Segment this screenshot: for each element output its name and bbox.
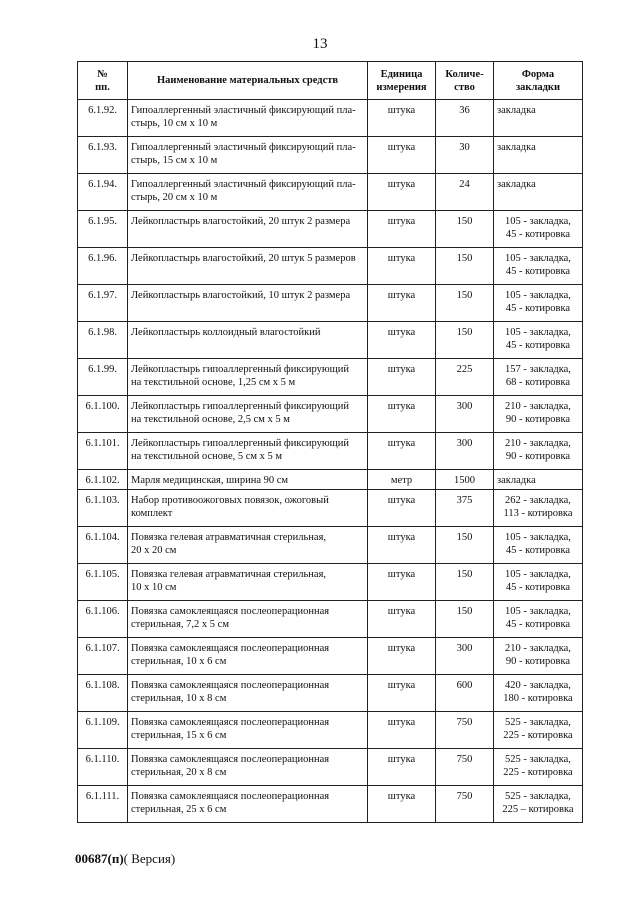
- row-form: 105 - закладка, 45 - котировка: [494, 527, 583, 564]
- row-unit: штука: [368, 396, 436, 433]
- table-row: [78, 564, 583, 601]
- row-item-name: Повязка гелевая атравматичная стерильная, 20 х 20 см: [128, 527, 368, 564]
- row-quantity: 24: [436, 174, 494, 211]
- row-form: 525 - закладка, 225 - котировка: [494, 749, 583, 786]
- row-item-name: Лейкопластырь влагостойкий, 20 штук 5 размеров: [128, 248, 368, 285]
- row-number: 6.1.106.: [78, 601, 128, 638]
- row-item-name: Гипоаллергенный эластичный фиксирующий пла- стырь, 20 см х 10 м: [128, 174, 368, 211]
- row-number: 6.1.110.: [78, 749, 128, 786]
- row-form: 105 - закладка, 45 - котировка: [494, 285, 583, 322]
- row-quantity: 150: [436, 564, 494, 601]
- row-quantity: 150: [436, 211, 494, 248]
- row-unit: штука: [368, 137, 436, 174]
- row-form: 525 - закладка, 225 - котировка: [494, 712, 583, 749]
- table-row: [78, 137, 583, 174]
- row-number: 6.1.103.: [78, 490, 128, 527]
- row-form: 210 - закладка, 90 - котировка: [494, 396, 583, 433]
- row-unit: штука: [368, 564, 436, 601]
- row-item-name: Лейкопластырь гипоаллергенный фиксирующий на текстильной основе, 2,5 см х 5 м: [128, 396, 368, 433]
- row-form: 105 - закладка, 45 - котировка: [494, 564, 583, 601]
- row-item-name: Лейкопластырь влагостойкий, 10 штук 2 размера: [128, 285, 368, 322]
- table-row: [78, 712, 583, 749]
- row-form: 105 - закладка, 45 - котировка: [494, 211, 583, 248]
- row-unit: штука: [368, 527, 436, 564]
- row-form: 105 - закладка, 45 - котировка: [494, 322, 583, 359]
- row-item-name: Повязка самоклеящаяся послеоперационная стерильная, 15 х 6 см: [128, 712, 368, 749]
- table-row: [78, 470, 583, 490]
- document-footer: [75, 851, 175, 867]
- row-unit: штука: [368, 712, 436, 749]
- table-row: [78, 638, 583, 675]
- row-unit: штука: [368, 100, 436, 137]
- row-unit: штука: [368, 749, 436, 786]
- table-header-row: [78, 62, 583, 100]
- row-quantity: 150: [436, 601, 494, 638]
- row-unit: штука: [368, 786, 436, 823]
- table-row: [78, 749, 583, 786]
- row-quantity: 300: [436, 433, 494, 470]
- table-row: [78, 490, 583, 527]
- row-item-name: Лейкопластырь гипоаллергенный фиксирующий на текстильной основе, 1,25 см х 5 м: [128, 359, 368, 396]
- table-row: [78, 211, 583, 248]
- row-number: 6.1.93.: [78, 137, 128, 174]
- table-row: [78, 100, 583, 137]
- row-number: 6.1.95.: [78, 211, 128, 248]
- row-form: 420 - закладка, 180 - котировка: [494, 675, 583, 712]
- row-quantity: 750: [436, 749, 494, 786]
- row-number: 6.1.97.: [78, 285, 128, 322]
- table-row: [78, 675, 583, 712]
- row-form: закладка: [494, 137, 583, 174]
- row-unit: штука: [368, 322, 436, 359]
- row-quantity: 30: [436, 137, 494, 174]
- header-num: № пп.: [78, 62, 128, 100]
- page-number: 13: [312, 36, 328, 52]
- row-quantity: 750: [436, 786, 494, 823]
- row-unit: штука: [368, 248, 436, 285]
- row-unit: штука: [368, 490, 436, 527]
- table-row: [78, 359, 583, 396]
- row-number: 6.1.99.: [78, 359, 128, 396]
- row-number: 6.1.102.: [78, 470, 128, 490]
- row-form: закладка: [494, 470, 583, 490]
- row-item-name: Гипоаллергенный эластичный фиксирующий пла- стырь, 15 см х 10 м: [128, 137, 368, 174]
- header-unit: Единица измерения: [368, 62, 436, 100]
- row-quantity: 750: [436, 712, 494, 749]
- row-quantity: 300: [436, 638, 494, 675]
- footer-code: 00687(п): [75, 851, 124, 866]
- row-item-name: Лейкопластырь гипоаллергенный фиксирующий на текстильной основе, 5 см х 5 м: [128, 433, 368, 470]
- row-quantity: 36: [436, 100, 494, 137]
- row-unit: штука: [368, 359, 436, 396]
- table-row: [78, 248, 583, 285]
- table-row: [78, 601, 583, 638]
- row-number: 6.1.104.: [78, 527, 128, 564]
- row-unit: метр: [368, 470, 436, 490]
- row-number: 6.1.96.: [78, 248, 128, 285]
- row-unit: штука: [368, 433, 436, 470]
- row-form: 210 - закладка, 90 - котировка: [494, 433, 583, 470]
- row-unit: штука: [368, 601, 436, 638]
- row-quantity: 225: [436, 359, 494, 396]
- row-quantity: 1500: [436, 470, 494, 490]
- footer-version: ( Версия): [123, 851, 176, 866]
- row-quantity: 150: [436, 322, 494, 359]
- row-item-name: Марля медицинская, ширина 90 см: [128, 470, 368, 490]
- row-form: 210 - закладка, 90 - котировка: [494, 638, 583, 675]
- row-unit: штука: [368, 174, 436, 211]
- row-item-name: Повязка самоклеящаяся послеоперационная стерильная, 10 х 8 см: [128, 675, 368, 712]
- row-unit: штука: [368, 675, 436, 712]
- materials-table: [77, 61, 583, 823]
- row-item-name: Повязка самоклеящаяся послеоперационная стерильная, 10 х 6 см: [128, 638, 368, 675]
- header-qty: Количе- ство: [436, 62, 494, 100]
- row-number: 6.1.94.: [78, 174, 128, 211]
- table-row: [78, 322, 583, 359]
- row-item-name: Набор противоожоговых повязок, ожоговый комплект: [128, 490, 368, 527]
- header-form: Форма закладки: [494, 62, 583, 100]
- row-quantity: 150: [436, 285, 494, 322]
- row-number: 6.1.105.: [78, 564, 128, 601]
- row-unit: штука: [368, 211, 436, 248]
- row-form: 105 - закладка, 45 - котировка: [494, 248, 583, 285]
- table-row: [78, 433, 583, 470]
- row-form: 157 - закладка, 68 - котировка: [494, 359, 583, 396]
- table-row: [78, 174, 583, 211]
- row-number: 6.1.108.: [78, 675, 128, 712]
- row-number: 6.1.107.: [78, 638, 128, 675]
- row-form: закладка: [494, 100, 583, 137]
- row-item-name: Лейкопластырь влагостойкий, 20 штук 2 размера: [128, 211, 368, 248]
- row-item-name: Повязка самоклеящаяся послеоперационная стерильная, 25 х 6 см: [128, 786, 368, 823]
- row-item-name: Гипоаллергенный эластичный фиксирующий пла- стырь, 10 см х 10 м: [128, 100, 368, 137]
- table-row: [78, 786, 583, 823]
- row-form: 105 - закладка, 45 - котировка: [494, 601, 583, 638]
- row-number: 6.1.101.: [78, 433, 128, 470]
- header-name: Наименование материальных средств: [128, 62, 368, 100]
- row-number: 6.1.92.: [78, 100, 128, 137]
- row-unit: штука: [368, 638, 436, 675]
- row-unit: штука: [368, 285, 436, 322]
- row-number: 6.1.98.: [78, 322, 128, 359]
- row-quantity: 375: [436, 490, 494, 527]
- table-row: [78, 527, 583, 564]
- row-item-name: Лейкопластырь коллоидный влагостойкий: [128, 322, 368, 359]
- row-number: 6.1.111.: [78, 786, 128, 823]
- row-form: 262 - закладка, 113 - котировка: [494, 490, 583, 527]
- table-row: [78, 285, 583, 322]
- row-number: 6.1.109.: [78, 712, 128, 749]
- row-quantity: 150: [436, 527, 494, 564]
- row-item-name: Повязка гелевая атравматичная стерильная, 10 х 10 см: [128, 564, 368, 601]
- table-row: [78, 396, 583, 433]
- row-form: 525 - закладка, 225 – котировка: [494, 786, 583, 823]
- row-quantity: 600: [436, 675, 494, 712]
- row-number: 6.1.100.: [78, 396, 128, 433]
- row-form: закладка: [494, 174, 583, 211]
- row-item-name: Повязка самоклеящаяся послеоперационная стерильная, 7,2 х 5 см: [128, 601, 368, 638]
- row-item-name: Повязка самоклеящаяся послеоперационная стерильная, 20 х 8 см: [128, 749, 368, 786]
- row-quantity: 300: [436, 396, 494, 433]
- row-quantity: 150: [436, 248, 494, 285]
